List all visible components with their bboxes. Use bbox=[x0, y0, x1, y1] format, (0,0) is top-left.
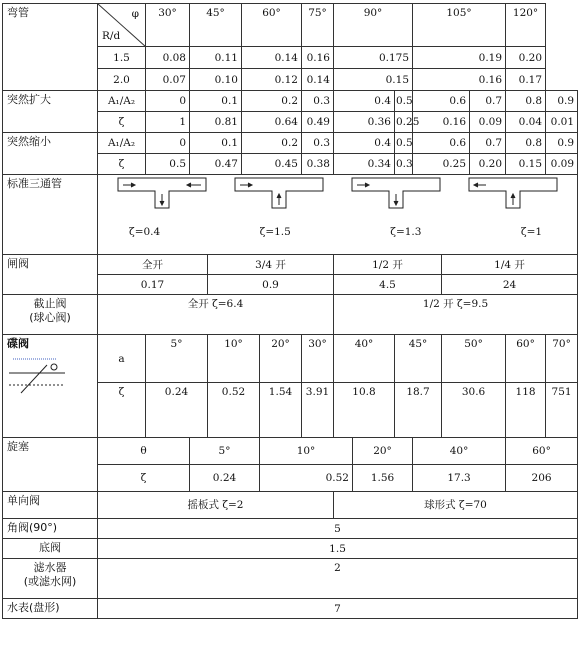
plug-zeta: 0.24 bbox=[190, 465, 260, 492]
contraction-zeta: 0.45 bbox=[242, 154, 302, 175]
contraction-zeta: 0.38 bbox=[302, 154, 334, 175]
elbow-angle: 75° bbox=[302, 4, 334, 47]
contraction-ratio: 0.9 bbox=[546, 133, 578, 154]
elbow-value: 0.15 bbox=[334, 69, 413, 91]
plug-angle: 10° bbox=[260, 438, 353, 465]
expansion-zeta: 0.81 bbox=[190, 112, 242, 133]
elbow-value: 0.10 bbox=[190, 69, 242, 91]
row-label-water-meter: 水表(盘形) bbox=[3, 599, 98, 619]
elbow-angle: 30° bbox=[146, 4, 190, 47]
strainer-note: (或滤水网) bbox=[23, 575, 77, 588]
contraction-zeta: 0.34 bbox=[334, 154, 395, 175]
elbow-rd: 2.0 bbox=[98, 69, 146, 91]
expansion-zeta: 0.36 bbox=[334, 112, 395, 133]
expansion-ratio: 0.3 bbox=[302, 91, 334, 112]
contraction-ratio: 0 bbox=[146, 133, 190, 154]
corner-phi: φ bbox=[131, 8, 139, 20]
butterfly-angle: 20° bbox=[260, 335, 302, 383]
plug-angle: 20° bbox=[353, 438, 413, 465]
table-row bbox=[3, 438, 578, 465]
elbow-value: 0.11 bbox=[190, 47, 242, 69]
gate-zeta: 24 bbox=[442, 275, 578, 295]
expansion-ratio-label: A₁/A₂ bbox=[98, 91, 146, 112]
globe-full: 全开 ζ=6.4 bbox=[98, 295, 334, 335]
elbow-value: 0.17 bbox=[506, 69, 546, 91]
tee-diagrams bbox=[98, 175, 578, 255]
row-label-foot-valve: 底阀 bbox=[3, 539, 98, 559]
gate-opening: 1/4 开 bbox=[442, 255, 578, 275]
butterfly-angle: 30° bbox=[302, 335, 334, 383]
contraction-ratio: 0.2 bbox=[242, 133, 302, 154]
foot-valve-value: 1.5 bbox=[98, 539, 578, 559]
plug-angle: 5° bbox=[190, 438, 260, 465]
elbow-corner-header bbox=[98, 4, 146, 47]
butterfly-angle: 5° bbox=[146, 335, 208, 383]
gate-opening: 3/4 开 bbox=[208, 255, 334, 275]
tee-diagram-1-icon bbox=[117, 177, 207, 209]
check-ball: 球形式 ζ=70 bbox=[334, 492, 578, 519]
contraction-zeta: 0.3 bbox=[395, 154, 413, 175]
plug-zeta: 1.56 bbox=[353, 465, 413, 492]
expansion-zeta: 0.64 bbox=[242, 112, 302, 133]
contraction-ratio: 0.5 bbox=[395, 133, 413, 154]
butterfly-zeta: 118 bbox=[506, 383, 546, 438]
contraction-ratio: 0.4 bbox=[334, 133, 395, 154]
table-row bbox=[3, 559, 578, 599]
contraction-zeta-label: ζ bbox=[98, 154, 146, 175]
butterfly-zeta: 3.91 bbox=[302, 383, 334, 438]
tee-diagram-3-icon bbox=[351, 177, 441, 209]
butterfly-zeta: 18.7 bbox=[395, 383, 442, 438]
contraction-zeta: 0.09 bbox=[546, 154, 578, 175]
row-label-elbow: 弯管 bbox=[3, 4, 98, 91]
contraction-ratio: 0.3 bbox=[302, 133, 334, 154]
table-row bbox=[3, 599, 578, 619]
table-row bbox=[3, 295, 578, 335]
gate-opening: 1/2 开 bbox=[334, 255, 442, 275]
plug-zeta-label: ζ bbox=[98, 465, 190, 492]
plug-zeta: 206 bbox=[506, 465, 578, 492]
plug-zeta: 0.52 bbox=[260, 465, 353, 492]
butterfly-angle: 60° bbox=[506, 335, 546, 383]
contraction-ratio: 0.1 bbox=[190, 133, 242, 154]
row-label-butterfly-valve bbox=[3, 335, 98, 438]
globe-valve-name: 截止阀 bbox=[33, 297, 67, 310]
elbow-value: 0.16 bbox=[413, 69, 506, 91]
row-label-globe-valve bbox=[3, 295, 98, 335]
row-label-gate-valve: 闸阀 bbox=[3, 255, 98, 295]
butterfly-zeta: 751 bbox=[546, 383, 578, 438]
expansion-zeta: 1 bbox=[146, 112, 190, 133]
tee-zeta: ζ=1.5 bbox=[259, 226, 291, 238]
table-row bbox=[3, 519, 578, 539]
elbow-angle: 60° bbox=[242, 4, 302, 47]
strainer-name: 滤水器 bbox=[33, 561, 67, 574]
contraction-zeta: 0.15 bbox=[506, 154, 546, 175]
corner-rd: R/d bbox=[102, 30, 121, 42]
row-label-plug-cock: 旋塞 bbox=[3, 438, 98, 492]
tee-diagram-4-icon bbox=[468, 177, 558, 209]
tee-zeta: ζ=1.3 bbox=[390, 226, 422, 238]
expansion-ratio: 0.6 bbox=[413, 91, 470, 112]
expansion-ratio: 0 bbox=[146, 91, 190, 112]
elbow-rd: 1.5 bbox=[98, 47, 146, 69]
table-row bbox=[3, 539, 578, 559]
elbow-angle: 45° bbox=[190, 4, 242, 47]
contraction-ratio: 0.7 bbox=[470, 133, 506, 154]
contraction-zeta: 0.20 bbox=[470, 154, 506, 175]
contraction-zeta: 0.25 bbox=[413, 154, 470, 175]
elbow-value: 0.14 bbox=[302, 69, 334, 91]
butterfly-zeta: 0.52 bbox=[208, 383, 260, 438]
contraction-zeta: 0.5 bbox=[146, 154, 190, 175]
tee-diagram-2-icon bbox=[234, 177, 324, 209]
row-label-tee: 标准三通管 bbox=[3, 175, 98, 255]
tee-zeta: ζ=0.4 bbox=[129, 226, 161, 238]
table-row bbox=[3, 335, 578, 383]
tee-zeta: ζ=1 bbox=[520, 226, 543, 238]
butterfly-valve-name: 碟阀 bbox=[7, 337, 29, 350]
expansion-ratio: 0.7 bbox=[470, 91, 506, 112]
butterfly-angle: 45° bbox=[395, 335, 442, 383]
plug-zeta: 17.3 bbox=[413, 465, 506, 492]
expansion-ratio: 0.9 bbox=[546, 91, 578, 112]
expansion-zeta: 0.49 bbox=[302, 112, 334, 133]
plug-angle: 40° bbox=[413, 438, 506, 465]
elbow-value: 0.175 bbox=[334, 47, 413, 69]
expansion-zeta: 0.01 bbox=[546, 112, 578, 133]
butterfly-zeta: 1.54 bbox=[260, 383, 302, 438]
expansion-ratio: 0.8 bbox=[506, 91, 546, 112]
row-label-strainer bbox=[3, 559, 98, 599]
contraction-zeta: 0.47 bbox=[190, 154, 242, 175]
butterfly-angle: 40° bbox=[334, 335, 395, 383]
table-row bbox=[3, 91, 578, 112]
expansion-ratio: 0.2 bbox=[242, 91, 302, 112]
elbow-value: 0.19 bbox=[413, 47, 506, 69]
elbow-value: 0.08 bbox=[146, 47, 190, 69]
globe-half: 1/2 开 ζ=9.5 bbox=[334, 295, 578, 335]
gate-zeta: 4.5 bbox=[334, 275, 442, 295]
expansion-zeta: 0.16 bbox=[413, 112, 470, 133]
butterfly-valve-icon bbox=[7, 353, 67, 399]
contraction-ratio: 0.6 bbox=[413, 133, 470, 154]
water-meter-value: 7 bbox=[98, 599, 578, 619]
butterfly-angle: 10° bbox=[208, 335, 260, 383]
elbow-value: 0.20 bbox=[506, 47, 546, 69]
elbow-value: 0.14 bbox=[242, 47, 302, 69]
gate-opening: 全开 bbox=[98, 255, 208, 275]
expansion-ratio: 0.1 bbox=[190, 91, 242, 112]
butterfly-zeta: 10.8 bbox=[334, 383, 395, 438]
expansion-zeta: 0.09 bbox=[470, 112, 506, 133]
globe-valve-note: (球心阀) bbox=[29, 311, 71, 324]
expansion-zeta: 0.04 bbox=[506, 112, 546, 133]
butterfly-zeta-label: ζ bbox=[98, 383, 146, 438]
gate-zeta: 0.17 bbox=[98, 275, 208, 295]
contraction-ratio: 0.8 bbox=[506, 133, 546, 154]
expansion-ratio: 0.4 bbox=[334, 91, 395, 112]
plug-angle: 60° bbox=[506, 438, 578, 465]
elbow-angle: 90° bbox=[334, 4, 413, 47]
row-label-angle-valve: 角阀(90°) bbox=[3, 519, 98, 539]
table-row bbox=[3, 133, 578, 154]
elbow-value: 0.16 bbox=[302, 47, 334, 69]
table-row bbox=[3, 175, 578, 255]
butterfly-angle: 70° bbox=[546, 335, 578, 383]
row-label-check-valve: 单向阀 bbox=[3, 492, 98, 519]
expansion-zeta-label: ζ bbox=[98, 112, 146, 133]
table-row bbox=[3, 492, 578, 519]
contraction-ratio-label: A₁/A₂ bbox=[98, 133, 146, 154]
plug-angle-label: θ bbox=[98, 438, 190, 465]
row-label-contraction: 突然缩小 bbox=[3, 133, 98, 175]
table-row bbox=[3, 255, 578, 275]
row-label-expansion: 突然扩大 bbox=[3, 91, 98, 133]
butterfly-zeta: 30.6 bbox=[442, 383, 506, 438]
butterfly-angle: 50° bbox=[442, 335, 506, 383]
check-swing: 摇板式 ζ=2 bbox=[98, 492, 334, 519]
elbow-value: 0.07 bbox=[146, 69, 190, 91]
butterfly-zeta: 0.24 bbox=[146, 383, 208, 438]
elbow-value: 0.12 bbox=[242, 69, 302, 91]
expansion-zeta: 0.25 bbox=[395, 112, 413, 133]
expansion-ratio: 0.5 bbox=[395, 91, 413, 112]
elbow-angle: 120° bbox=[506, 4, 546, 47]
butterfly-angle-label: a bbox=[98, 335, 146, 383]
loss-coefficient-table bbox=[2, 3, 578, 619]
elbow-angle: 105° bbox=[413, 4, 506, 47]
strainer-value: 2 bbox=[98, 559, 578, 599]
gate-zeta: 0.9 bbox=[208, 275, 334, 295]
angle-valve-value: 5 bbox=[98, 519, 578, 539]
